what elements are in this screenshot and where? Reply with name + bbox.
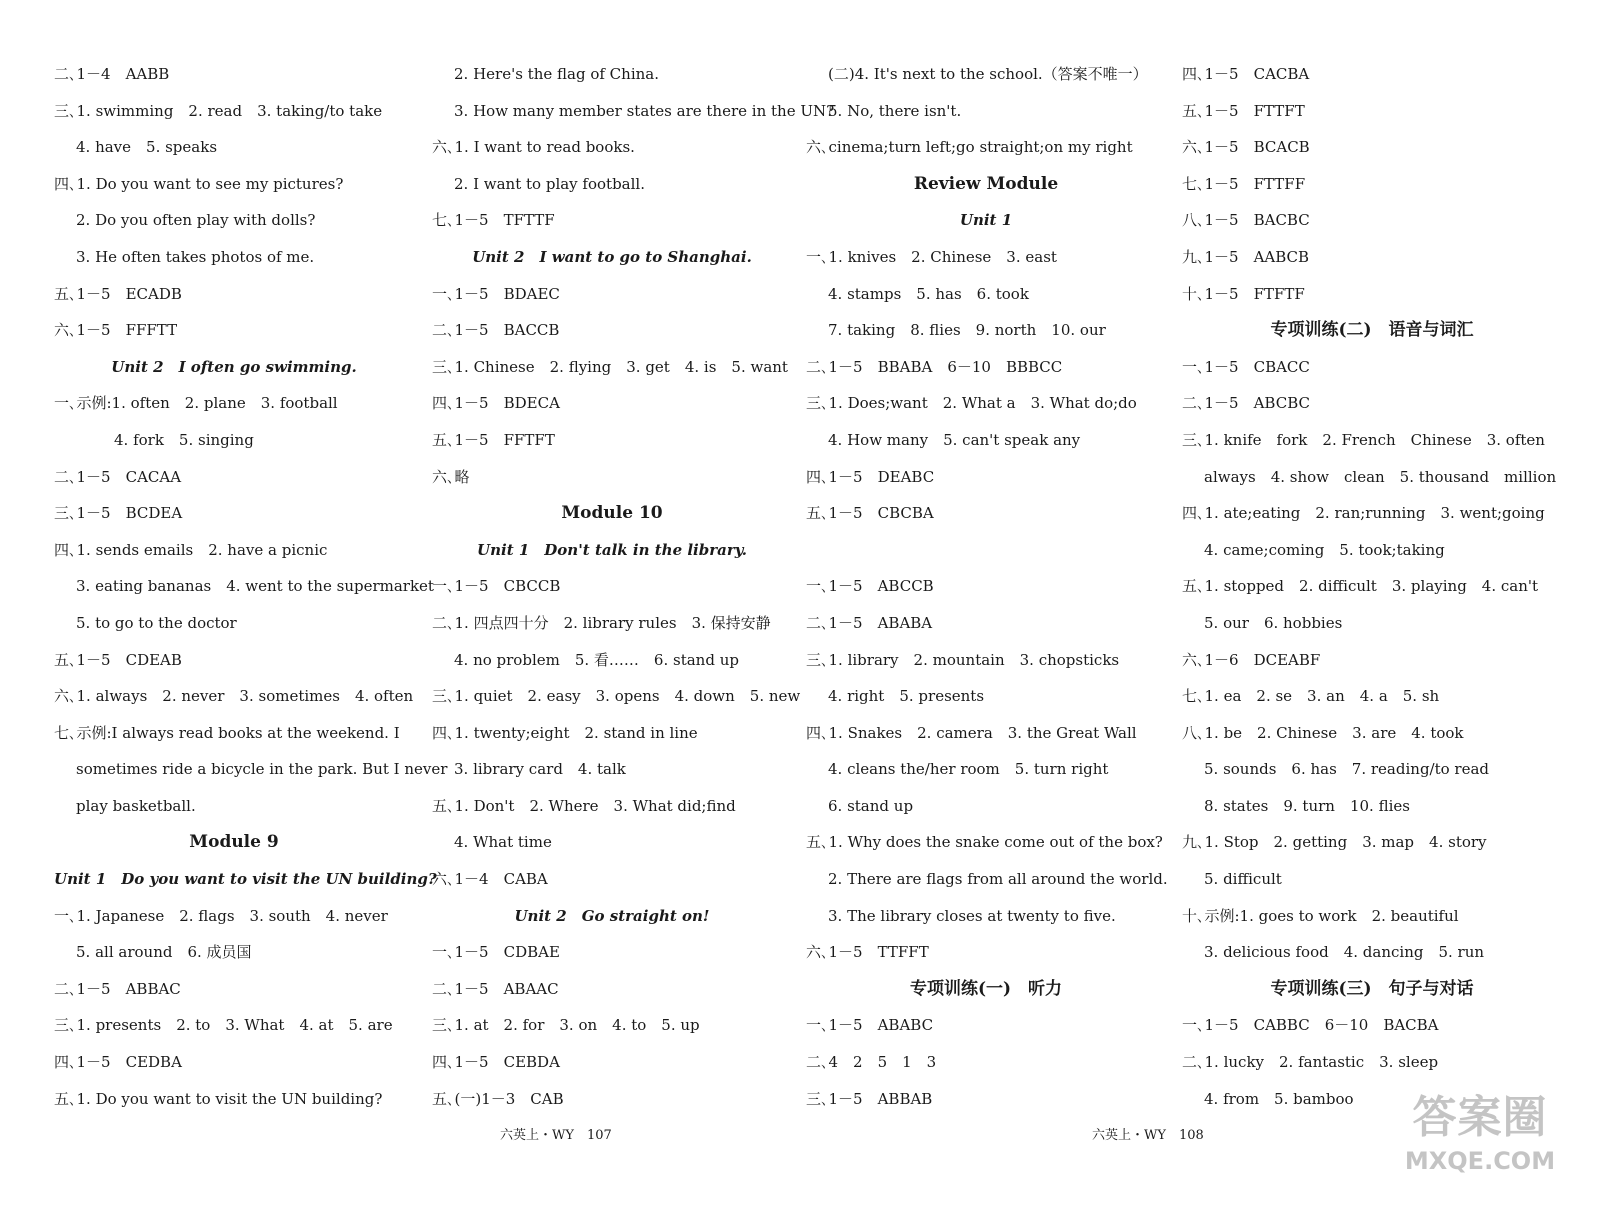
answer-line: 四､1－5 CEDBA xyxy=(54,1053,182,1072)
answer-line: 三､1. Does;want 2. What a 3. What do;do xyxy=(806,394,1137,413)
answer-line: 一､1－5 BDAEC xyxy=(432,284,560,303)
answer-line: 五､1. Do you want to visit the UN building? xyxy=(54,1089,383,1108)
answer-line: 八､1－5 BACBC xyxy=(1182,211,1310,230)
answer-line: 5. to go to the doctor xyxy=(76,613,237,632)
answer-line: 3. He often takes photos of me. xyxy=(76,247,315,266)
answer-line: 3. delicious food 4. dancing 5. run xyxy=(1204,943,1485,962)
answer-line: 七､1－5 TFTTF xyxy=(432,211,555,230)
answer-line: 四､1－5 BDECA xyxy=(432,394,560,413)
unit-heading: Unit 2 I often go swimming. xyxy=(111,357,357,376)
watermark-logo: 答案圈 xyxy=(1412,1092,1548,1143)
answer-line: 三､1. quiet 2. easy 3. opens 4. down 5. new xyxy=(432,687,801,706)
answer-line: 二､4 2 5 1 3 xyxy=(806,1053,937,1072)
unit-heading: Unit 1 Don't talk in the library. xyxy=(477,540,747,559)
answer-line: 七､1. ea 2. se 3. an 4. a 5. sh xyxy=(1182,687,1440,706)
answer-line: 四､1. Snakes 2. camera 3. the Great Wall xyxy=(806,723,1137,742)
answer-line: 4. cleans the/her room 5. turn right xyxy=(828,760,1109,779)
answer-column-2 xyxy=(432,56,835,1117)
answer-line: 六､1－4 CABA xyxy=(432,870,548,889)
answer-line: 四､1－5 DEABC xyxy=(806,467,935,486)
answer-line: 4. What time xyxy=(454,833,552,852)
answer-line: 八､1. be 2. Chinese 3. are 4. took xyxy=(1182,723,1464,742)
answer-line: 三､1. at 2. for 3. on 4. to 5. up xyxy=(432,1016,700,1035)
answer-line: 六､1. I want to read books. xyxy=(432,138,635,157)
answer-line: 六､1. always 2. never 3. sometimes 4. often xyxy=(54,687,414,706)
answer-line: 3. The library closes at twenty to five. xyxy=(828,906,1116,925)
answer-line: 4. stamps 5. has 6. took xyxy=(828,284,1029,303)
answer-line: 六､1－5 TTFFT xyxy=(806,943,929,962)
answer-line: 四､1. Do you want to see my pictures? xyxy=(54,174,344,193)
answer-line: 一､1－5 CBACC xyxy=(1182,357,1310,376)
section-heading: Review Module xyxy=(913,173,1059,194)
answer-line: (二)4. It's next to the school.（答案不唯一） xyxy=(828,65,1148,83)
answer-line: 一､1－5 ABCCB xyxy=(806,577,934,596)
answer-line: 4. from 5. bamboo xyxy=(1204,1089,1354,1108)
answer-line: 五､1－5 FTTFT xyxy=(1182,101,1305,120)
answer-line: 二､1－5 ABCBC xyxy=(1182,394,1310,413)
answer-line: 5. difficult xyxy=(1204,870,1282,889)
answer-line: 4. right 5. presents xyxy=(828,687,985,706)
answer-line: 三､1－5 ABBAB xyxy=(806,1089,933,1108)
answer-line: 三､1. Chinese 2. flying 3. get 4. is 5. want xyxy=(432,357,788,376)
answer-line: 5. our 6. hobbies xyxy=(1204,613,1343,632)
answer-line: 七､示例:I always read books at the weekend. I xyxy=(54,723,400,742)
answer-line: 九､1－5 AABCB xyxy=(1182,247,1310,266)
answer-line: 4. have 5. speaks xyxy=(76,138,218,157)
unit-heading: Unit 2 Go straight on! xyxy=(514,906,710,925)
answer-line: 三､1. swimming 2. read 3. taking/to take xyxy=(54,101,383,120)
answer-line: 七､1－5 FTTFF xyxy=(1182,174,1306,193)
answer-line: 3. library card 4. talk xyxy=(454,760,626,779)
answer-line: 2. Here's the flag of China. xyxy=(454,65,659,83)
answer-line: 三､1－5 BCDEA xyxy=(54,504,183,523)
answer-line: 五､1－5 FFTFT xyxy=(432,430,555,449)
answer-line: 五､1. Don't 2. Where 3. What did;find xyxy=(432,796,736,815)
answer-line: 一､1－5 CABBC 6－10 BACBA xyxy=(1182,1016,1439,1035)
answer-line: always 4. show clean 5. thousand million xyxy=(1204,467,1557,486)
answer-line: 一､1. Japanese 2. flags 3. south 4. never xyxy=(54,906,388,925)
watermark-url: MXQE.COM xyxy=(1404,1147,1556,1175)
page-footer-left: 六英上・WY 107 xyxy=(500,1128,612,1143)
answer-line: 四､1. ate;eating 2. ran;running 3. went;going xyxy=(1182,504,1545,523)
unit-heading: Unit 1 Do you want to visit the UN building? xyxy=(54,870,437,889)
answer-line: 4. How many 5. can't speak any xyxy=(828,430,1081,449)
answer-line: 六､1－6 DCEABF xyxy=(1182,650,1321,669)
answer-line: 二､1－5 BBABA 6－10 BBBCC xyxy=(806,357,1063,376)
answer-line: 三､1. presents 2. to 3. What 4. at 5. are xyxy=(54,1016,393,1035)
answer-line: sometimes ride a bicycle in the park. But I never xyxy=(76,760,448,779)
answer-line: 三､1. knife fork 2. French Chinese 3. often xyxy=(1182,430,1545,449)
answer-line: 四､1. sends emails 2. have a picnic xyxy=(54,540,328,559)
answer-line: 5. No, there isn't. xyxy=(828,101,962,120)
section-heading: Module 9 xyxy=(189,832,279,853)
answer-line: 二､1－5 ABABA xyxy=(806,613,933,632)
answer-line: 六､略 xyxy=(432,467,470,486)
answer-line: 五､(一)1－3 CAB xyxy=(432,1089,564,1108)
answer-line: 五､1－5 CDEAB xyxy=(54,650,182,669)
section-heading: 专项训练(三) 句子与对话 xyxy=(1270,978,1474,999)
answer-line: 五､1. stopped 2. difficult 3. playing 4. can't xyxy=(1182,577,1539,596)
answer-line: 十､1－5 FTFTF xyxy=(1182,284,1305,303)
answer-line: 五､1－5 CBCBA xyxy=(806,504,934,523)
answer-line: 一､示例:1. often 2. plane 3. football xyxy=(54,394,338,413)
answer-line: play basketball. xyxy=(76,796,196,815)
answer-line: 6. stand up xyxy=(828,796,914,815)
answer-line: 二､1－5 BACCB xyxy=(432,321,560,340)
answer-line: 四､1. twenty;eight 2. stand in line xyxy=(432,723,698,742)
answer-line: 六､1－5 FFFTT xyxy=(54,321,178,340)
answer-line: 十､示例:1. goes to work 2. beautiful xyxy=(1182,906,1459,925)
unit-heading: Unit 2 I want to go to Shanghai. xyxy=(472,247,752,266)
answer-line: 二､1. 四点四十分 2. library rules 3. 保持安静 xyxy=(432,613,771,632)
answer-line: 一､1. knives 2. Chinese 3. east xyxy=(806,247,1057,266)
answer-line: 3. How many member states are there in the UN? xyxy=(454,101,835,120)
answer-line: 5. sounds 6. has 7. reading/to read xyxy=(1204,760,1490,779)
answer-line: 五､1－5 ECADB xyxy=(54,284,182,303)
section-heading: 专项训练(二) 语音与词汇 xyxy=(1270,320,1474,341)
answer-line: 一､1－5 CBCCB xyxy=(432,577,561,596)
answer-line: 4. fork 5. singing xyxy=(114,430,254,449)
answer-line: 五､1. Why does the snake come out of the box? xyxy=(806,833,1163,852)
answer-line: 一､1－5 ABABC xyxy=(806,1016,934,1035)
answer-line: 2. There are flags from all around the world. xyxy=(828,870,1168,889)
answer-line: 2. Do you often play with dolls? xyxy=(76,211,316,230)
answer-line: 九､1. Stop 2. getting 3. map 4. story xyxy=(1182,833,1487,852)
answer-line: 六､cinema;turn left;go straight;on my right xyxy=(806,138,1133,157)
section-heading: 专项训练(一) 听力 xyxy=(909,978,1063,999)
answer-column-1 xyxy=(54,56,448,1117)
answer-line: 三､1. library 2. mountain 3. chopsticks xyxy=(806,650,1120,669)
answer-column-3 xyxy=(806,56,1166,1117)
answer-line: 四､1－5 CEBDA xyxy=(432,1053,560,1072)
page-footer-right: 六英上・WY 108 xyxy=(1092,1128,1204,1143)
answer-line: 二､1－5 CACAA xyxy=(54,467,182,486)
answer-line: 二､1. lucky 2. fantastic 3. sleep xyxy=(1182,1053,1439,1072)
answer-line: 8. states 9. turn 10. flies xyxy=(1204,796,1410,815)
unit-heading: Unit 1 xyxy=(959,211,1013,230)
answer-line: 二､1－5 ABBAC xyxy=(54,979,181,998)
answer-line: 3. eating bananas 4. went to the supermarket xyxy=(76,577,434,596)
watermark xyxy=(1400,1090,1560,1185)
spacer xyxy=(806,532,1166,569)
answer-column-4 xyxy=(1182,56,1562,1117)
answer-line: 5. all around 6. 成员国 xyxy=(76,943,252,962)
answer-line: 二､1－5 ABAAC xyxy=(432,979,559,998)
answer-line: 4. came;coming 5. took;taking xyxy=(1204,540,1445,559)
answer-line: 二､1－4 AABB xyxy=(54,65,170,83)
answer-line: 四､1－5 CACBA xyxy=(1182,65,1310,83)
answer-line: 六､1－5 BCACB xyxy=(1182,138,1310,157)
answer-line: 4. no problem 5. 看…… 6. stand up xyxy=(454,650,739,669)
answer-line: 2. I want to play football. xyxy=(454,174,645,193)
section-heading: Module 10 xyxy=(561,503,663,524)
answer-line: 7. taking 8. flies 9. north 10. our xyxy=(828,321,1106,340)
answer-line: 一､1－5 CDBAE xyxy=(432,943,560,962)
